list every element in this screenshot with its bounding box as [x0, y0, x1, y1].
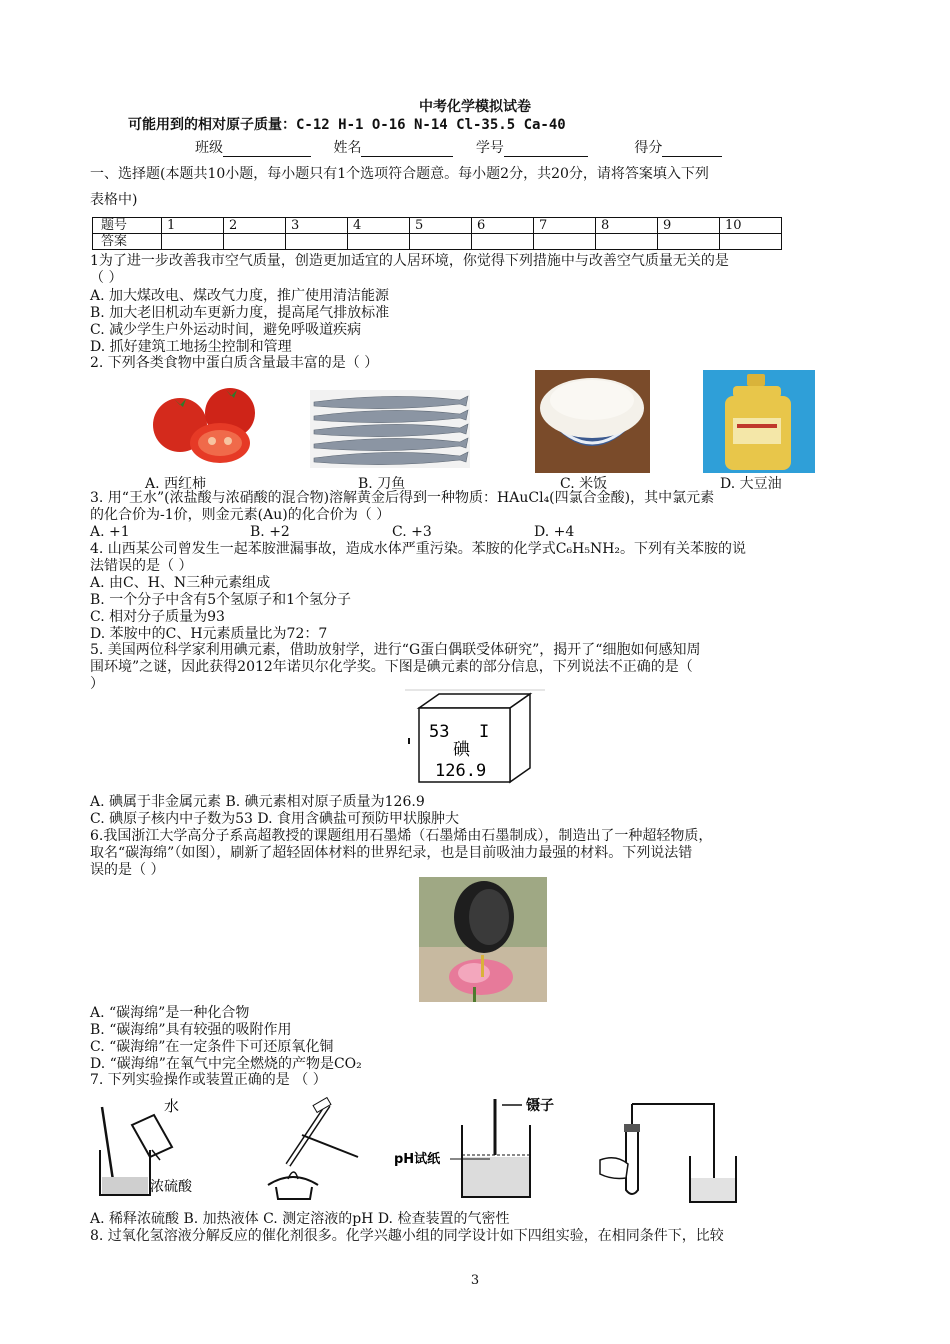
dilute-acid-diagram — [92, 1095, 222, 1205]
score-field[interactable] — [662, 142, 722, 157]
q7-captions: A. 稀释浓硫酸 B. 加热液体 C. 测定溶液的pH D. 检查装置的气密性 — [90, 1211, 510, 1227]
q6-option-c: C. “碳海绵”在一定条件下可还原氧化铜 — [90, 1039, 334, 1055]
table-cell: 2 — [224, 218, 286, 234]
q4-stem-cont: 法错误的是（ ） — [90, 558, 193, 574]
element-mass: 126.9 — [435, 761, 487, 781]
name-field[interactable] — [361, 142, 453, 157]
q4-stem: 4. 山西某公司曾发生一起苯胺泄漏事故，造成水体严重污染。苯胺的化学式C₆H₅NH₂。下列有关苯胺的说 — [90, 541, 747, 557]
q5-stem-cont: 围环境”之谜，因此获得2012年诺贝尔化学奖。下图是碘元素的部分信息，下列说法不正确的是（ — [90, 659, 693, 675]
q3-option-a: A. +1 — [90, 524, 130, 540]
tweezers-label: 镊子 — [526, 1098, 554, 1114]
id-label: 学号 — [475, 140, 504, 156]
score-label: 得分 — [634, 140, 663, 156]
answer-cell[interactable] — [472, 234, 534, 250]
table-cell: 8 — [596, 218, 658, 234]
q4-option-d: D. 苯胺中的C、H元素质量比为72：7 — [90, 626, 328, 642]
q4-option-a: A. 由C、H、N三种元素组成 — [90, 575, 271, 591]
q6-stem: 6.我国浙江大学高分子系高超教授的课题组用石墨烯（石墨烯由石墨制成），制造出了一种超轻物质， — [90, 828, 713, 844]
element-name: 碘 — [453, 740, 470, 760]
q1-blank: （ ） — [90, 270, 123, 286]
table-cell: 1 — [162, 218, 224, 234]
q1-option-b: B. 加大老旧机动车更新力度，提高尾气排放标准 — [90, 305, 390, 321]
q4-option-b: B. 一个分子中含有5个氢原子和1个氢分子 — [90, 592, 352, 608]
table-cell: 6 — [472, 218, 534, 234]
q6-stem-end: 误的是（ ） — [90, 862, 165, 878]
answer-cell[interactable] — [348, 234, 410, 250]
name-label: 姓名 — [333, 140, 362, 156]
rice-image — [535, 370, 650, 473]
airtight-check-diagram — [596, 1098, 746, 1206]
q5-options-row1: A. 碘属于非金属元素 B. 碘元素相对原子质量为126.9 — [90, 794, 425, 810]
student-info — [195, 137, 740, 157]
oil-bottle-image — [703, 370, 815, 473]
table-cell: 5 — [410, 218, 472, 234]
ph-test-diagram — [392, 1095, 572, 1205]
q1-stem: 1为了进一步改善我市空气质量，创造更加适宜的人居环境，你觉得下列措施中与改善空气质量无关的是 — [90, 253, 729, 269]
tomato-image — [150, 385, 262, 465]
heat-liquid-diagram — [258, 1095, 368, 1205]
q2-caption-a: A. 西红柿 — [145, 476, 207, 492]
page-title: 中考化学模拟试卷 — [419, 99, 531, 115]
q3-option-d: D. +4 — [534, 524, 575, 540]
iodine-element-cube — [405, 688, 545, 788]
answer-cell[interactable] — [596, 234, 658, 250]
class-label: 班级 — [195, 140, 223, 156]
q6-option-d: D. “碳海绵”在氧气中完全燃烧的产物是CO₂ — [90, 1056, 362, 1072]
table-cell: 3 — [286, 218, 348, 234]
water-label: 水 — [164, 1097, 180, 1115]
q2-caption-b: B. 刀鱼 — [358, 476, 406, 492]
answer-cell[interactable] — [410, 234, 472, 250]
q3-option-c: C. +3 — [392, 524, 432, 540]
answer-table — [92, 217, 782, 250]
acid-label: 浓硫酸 — [150, 1179, 192, 1195]
answer-cell[interactable] — [658, 234, 720, 250]
q2-stem: 2. 下列各类食物中蛋白质含量最丰富的是（ ） — [90, 355, 379, 371]
carbon-sponge-image — [419, 877, 547, 1002]
class-field[interactable] — [223, 142, 311, 157]
q3-stem-cont: 的化合价为-1价，则金元素(Au)的化合价为（ ） — [90, 507, 391, 523]
q3-stem: 3. 用“王水”(浓盐酸与浓硝酸的混合物)溶解黄金后得到一种物质：HAuCl₄(四氯合金酸)，其中氯元素 — [90, 490, 715, 506]
table-cell: 答案 — [93, 234, 162, 250]
q5-stem: 5. 美国两位科学家利用碘元素，借助放射学，进行“G蛋白偶联受体研究”，揭开了“细胞如何感知周 — [90, 642, 701, 658]
q2-caption-c: C. 米饭 — [560, 476, 608, 492]
q1-option-d: D. 抓好建筑工地扬尘控制和管理 — [90, 339, 292, 355]
table-row — [93, 234, 782, 250]
table-cell: 4 — [348, 218, 410, 234]
answer-cell[interactable] — [286, 234, 348, 250]
table-cell: 10 — [720, 218, 782, 234]
q8-stem: 8. 过氧化氢溶液分解反应的催化剂很多。化学兴趣小组的同学设计如下四组实验，在相同条件下，比较 — [90, 1228, 724, 1244]
q1-option-c: C. 减少学生户外运动时间，避免呼吸道疾病 — [90, 322, 362, 338]
answer-cell[interactable] — [534, 234, 596, 250]
atomic-masses: 可能用到的相对原子质量：C-12 H-1 O-16 N-14 Cl-35.5 Ca-40 — [128, 117, 566, 133]
id-field[interactable] — [504, 142, 588, 157]
table-row — [93, 218, 782, 234]
q7-stem: 7. 下列实验操作或装置正确的是 （ ） — [90, 1072, 327, 1088]
q5-options-row2: C. 碘原子核内中子数为53 D. 食用含碘盐可预防甲状腺肿大 — [90, 811, 460, 827]
q6-option-a: A. “碳海绵”是一种化合物 — [90, 1005, 250, 1021]
q2-caption-d: D. 大豆油 — [720, 476, 782, 492]
answer-cell[interactable] — [224, 234, 286, 250]
ph-paper-label: pH试纸 — [394, 1152, 441, 1167]
section-heading: 一、选择题(本题共10小题，每小题只有1个选项符合题意。每小题2分，共20分，请将答案填入下列 — [90, 166, 709, 182]
page-number: 3 — [470, 1273, 480, 1288]
answer-cell[interactable] — [162, 234, 224, 250]
q4-option-c: C. 相对分子质量为93 — [90, 609, 225, 625]
q6-option-b: B. “碳海绵”具有较强的吸附作用 — [90, 1022, 292, 1038]
q5-stem-end: ） — [90, 676, 104, 692]
element-number: 53 — [429, 722, 450, 742]
answer-cell[interactable] — [720, 234, 782, 250]
element-symbol: I — [479, 722, 490, 742]
table-cell: 题号 — [93, 218, 162, 234]
q1-option-a: A. 加大煤改电、煤改气力度，推广使用清洁能源 — [90, 288, 390, 304]
table-cell: 7 — [534, 218, 596, 234]
section-heading-cont: 表格中) — [90, 192, 138, 208]
fish-image — [310, 390, 470, 468]
q6-stem-cont: 取名“碳海绵”（如图），刷新了超轻固体材料的世界纪录，也是目前吸油力最强的材料。下列说法错 — [90, 845, 693, 861]
table-cell: 9 — [658, 218, 720, 234]
q3-option-b: B. +2 — [250, 524, 290, 540]
